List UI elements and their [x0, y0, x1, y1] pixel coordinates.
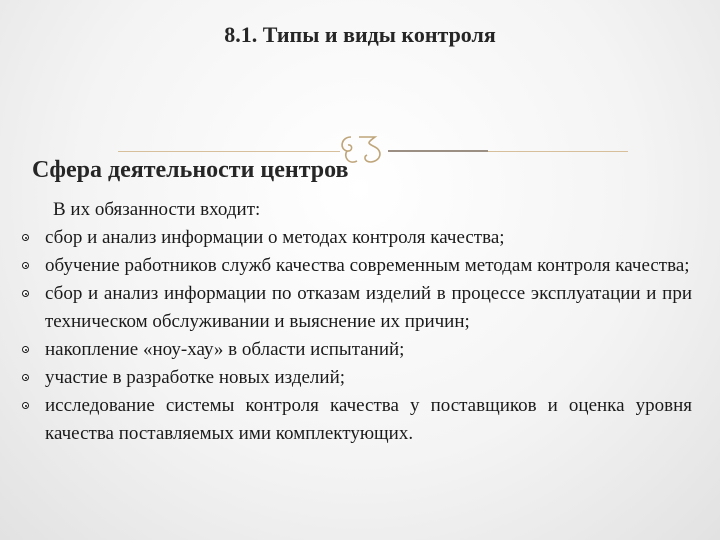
list-item-text: сбор и анализ информации о методах контроля качества;	[45, 227, 505, 248]
bullet-icon	[22, 374, 29, 381]
list-item-text: накопление «ноу-хау» в области испытаний;	[45, 339, 405, 360]
duties-list	[22, 224, 692, 448]
intro-text: В их обязанности входит:	[53, 199, 261, 220]
list-item-text: обучение работников служб качества современным методам контроля качества;	[45, 255, 690, 276]
divider-right-accent	[388, 150, 488, 152]
bullet-icon	[22, 234, 29, 241]
list-item-text: участие в разработке новых изделий;	[45, 367, 346, 388]
list-item	[22, 252, 692, 280]
section-title: Сфера деятельности центров	[32, 157, 349, 183]
bullet-icon	[22, 346, 29, 353]
bullet-icon	[22, 402, 29, 409]
list-item-text: сбор и анализ информации по отказам изделий в процессе эксплуатации и при техническом обслуживании и выяснение их причин;	[45, 283, 692, 332]
divider-left	[118, 151, 340, 152]
list-item	[22, 392, 692, 448]
list-item	[22, 364, 692, 392]
bullet-icon	[22, 290, 29, 297]
page-title: 8.1. Типы и виды контроля	[224, 22, 496, 47]
list-item-text: исследование системы контроля качества у поставщиков и оценка уровня качества поставляемых ими комплектующих.	[45, 395, 692, 444]
list-item	[22, 280, 692, 336]
list-item	[22, 336, 692, 364]
bullet-icon	[22, 262, 29, 269]
list-item	[22, 224, 692, 252]
